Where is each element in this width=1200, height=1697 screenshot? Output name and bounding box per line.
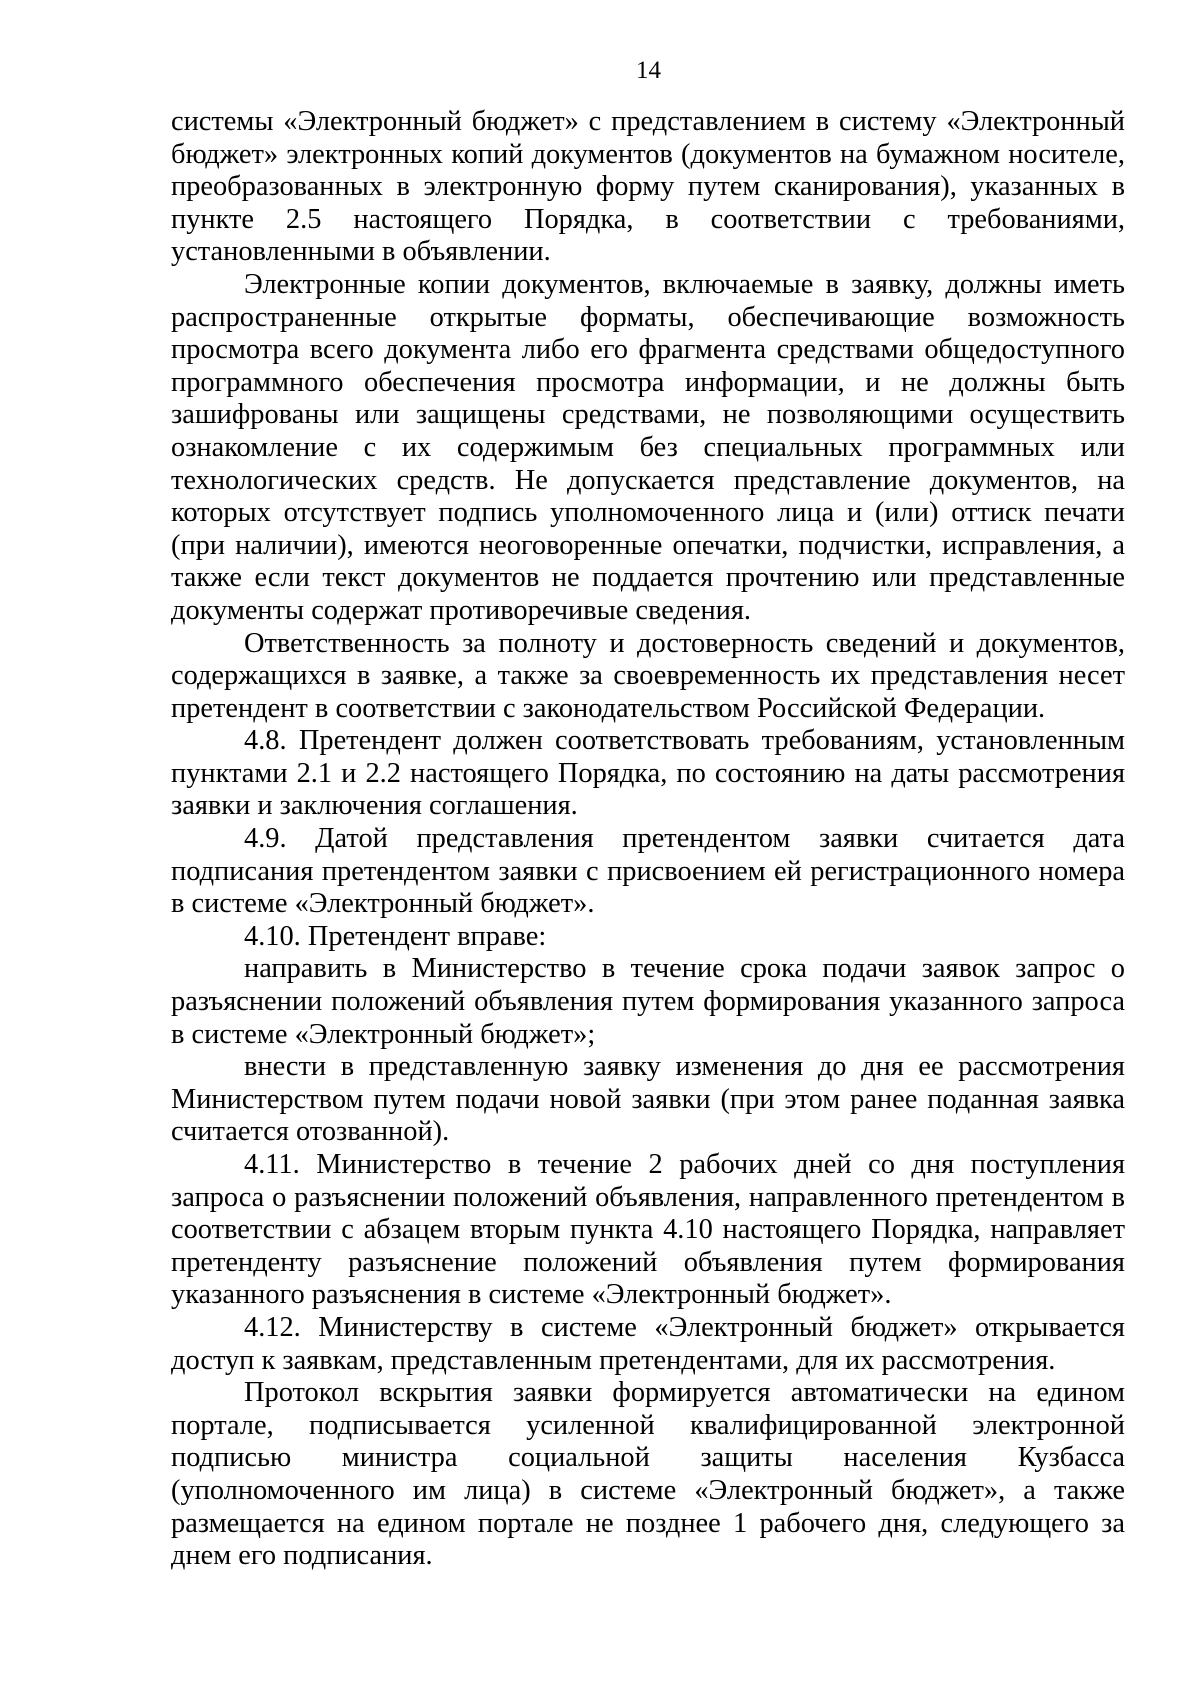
page-number: 14 [636,57,661,84]
clause-4-10-item-request: направить в Министерство в течение срока подачи заявок запрос о разъяснении положений объявления путем формирования указанного запроса в системе «Электронный бюджет»; [171,953,1125,1050]
clause-4-11: 4.11. Министерство в течение 2 рабочих дней со дня поступления запроса о разъяснении положений объявления, направленного претендентом в соответствии с абзацем вторым пункта 4.10 настоящего Порядка, направляет претенденту разъяснение положений объявления путем формирования указанного разъяснения в системе «Электронный бюджет». [171,1149,1125,1311]
clause-4-10: 4.10. Претендент вправе: [244,920,547,952]
clause-4-10-item-changes: внести в представленную заявку изменения до дня ее рассмотрения Министерством путем подачи новой заявки (при этом ранее поданная заявка считается отозванной). [171,1051,1125,1148]
clause-4-8: 4.8. Претендент должен соответствовать требованиям, установленным пунктами 2.1 и 2.2 настоящего Порядка, по состоянию на даты рассмотрения заявки и заключения соглашения. [171,725,1125,822]
clause-4-12: 4.12. Министерству в системе «Электронный бюджет» открывается доступ к заявкам, представленным претендентами, для их рассмотрения. [171,1311,1125,1376]
paragraph-responsibility: Ответственность за полноту и достоверность сведений и документов, содержащихся в заявке, а также за своевременность их представления несет претендент в соответствии с законодательством Российской Федерации. [171,627,1125,724]
paragraph-opening-protocol: Протокол вскрытия заявки формируется автоматически на едином портале, подписывается усиленной квалифицированной электронной подписью министра социальной защиты населения Кузбасса (уполномоченного им лица) в системе «Электронный бюджет», а также размещается на едином портале не позднее 1 рабочего дня, следующего за днем его подписания. [171,1377,1125,1572]
paragraph-continuation: системы «Электронный бюджет» с представлением в систему «Электронный бюджет» электронных копий документов (документов на бумажном носителе, преобразованных в электронную форму путем сканирования), указанных в пункте 2.5 настоящего Порядка, в соответствии с требованиями, установленными в объявлении. [171,106,1125,268]
clause-4-9: 4.9. Датой представления претендентом заявки считается дата подписания претендентом заявки с присвоением ей регистрационного номера в системе «Электронный бюджет». [171,823,1125,920]
document-body [171,106,1125,1573]
paragraph-electronic-copies: Электронные копии документов, включаемые в заявку, должны иметь распространенные открытые форматы, обеспечивающие возможность просмотра всего документа либо его фрагмента средствами общедоступного программного обеспечения просмотра информации, и не должны быть зашифрованы или защищены средствами, не позволяющими осуществить ознакомление с их содержимым без специальных программных или технологических средств. Не допускается представление документов, на которых отсутствует подпись уполномоченного лица и (или) оттиск печати (при наличии), имеются неоговоренные опечатки, подчистки, исправления, а также если текст документов не поддается прочтению или представленные документы содержат противоречивые сведения. [171,268,1125,626]
